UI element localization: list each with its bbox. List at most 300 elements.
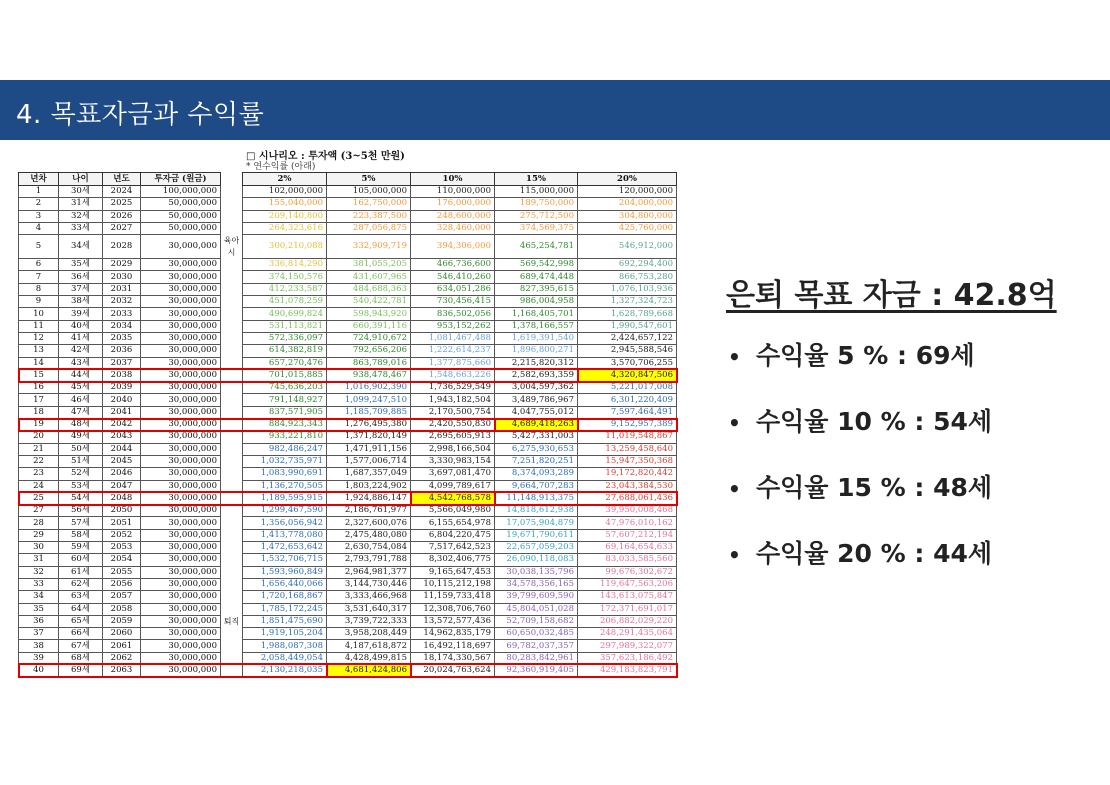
cell-value: 2,130,218,035 [243,664,327,676]
cell-year-num: 17 [19,394,59,406]
cell-value: 52,709,158,682 [495,615,578,627]
cell-value: 9,165,647,453 [411,566,495,578]
table-row [19,529,677,541]
cell-year: 2045 [103,455,141,467]
cell-value: 381,055,205 [327,259,411,271]
cell-value: 1,577,006,714 [327,455,411,467]
cell-year: 2059 [103,615,141,627]
cell-investment: 30,000,000 [141,628,221,640]
cell-year: 2055 [103,566,141,578]
cell-year: 2048 [103,492,141,504]
cell-year: 2057 [103,591,141,603]
cell-value: 172,371,691,017 [578,603,677,615]
cell-age: 42세 [59,345,103,357]
cell-investment: 30,000,000 [141,529,221,541]
cell-age: 49세 [59,431,103,443]
cell-value: 14,818,612,938 [495,505,578,517]
cell-year-num: 20 [19,431,59,443]
return-rate-list [728,336,1098,600]
cell-value: 465,254,781 [495,235,578,259]
cell-value: 17,075,904,879 [495,517,578,529]
cell-side-label [221,271,243,283]
table-row [19,628,677,640]
cell-value: 2,186,761,977 [327,505,411,517]
cell-value: 12,308,706,760 [411,603,495,615]
cell-value: 2,945,588,546 [578,345,677,357]
table-row [19,271,677,283]
table-row [19,320,677,332]
cell-value: 332,909,719 [327,235,411,259]
cell-value: 884,923,343 [243,419,327,431]
cell-investment: 30,000,000 [141,443,221,455]
cell-value: 3,144,730,446 [327,578,411,590]
table-row [19,554,677,566]
table-row [19,419,677,431]
cell-value: 836,502,056 [411,308,495,320]
cell-year: 2054 [103,554,141,566]
cell-age: 62세 [59,578,103,590]
cell-side-label [221,210,243,222]
cell-value: 1,803,224,902 [327,480,411,492]
cell-value: 1,032,735,971 [243,455,327,467]
cell-year-num: 25 [19,492,59,504]
cell-value: 336,814,290 [243,259,327,271]
cell-side-label [221,664,243,676]
cell-side-label [221,382,243,394]
col-header-investment: 투자금 (원금) [141,173,221,186]
cell-age: 57세 [59,517,103,529]
cell-value: 204,000,000 [578,198,677,210]
cell-value: 730,456,415 [411,296,495,308]
bullet-dot: • [728,543,741,567]
cell-value: 34,578,356,165 [495,578,578,590]
table-row [19,186,677,198]
cell-year-num: 29 [19,529,59,541]
cell-age: 50세 [59,443,103,455]
cell-value: 143,613,075,847 [578,591,677,603]
cell-value: 3,330,983,154 [411,455,495,467]
cell-value: 689,474,448 [495,271,578,283]
table-row [19,382,677,394]
cell-value: 745,636,203 [243,382,327,394]
cell-value: 866,753,280 [578,271,677,283]
cell-value: 1,083,990,691 [243,468,327,480]
cell-age: 52세 [59,468,103,480]
cell-value: 374,569,375 [495,222,578,234]
cell-value: 1,471,911,156 [327,443,411,455]
cell-year: 2063 [103,664,141,676]
cell-year-num: 6 [19,259,59,271]
cell-value: 2,695,605,913 [411,431,495,443]
cell-value: 2,420,550,830 [411,419,495,431]
cell-age: 32세 [59,210,103,222]
cell-age: 30세 [59,186,103,198]
cell-side-label [221,468,243,480]
cell-year: 2029 [103,259,141,271]
cell-side-label [221,640,243,652]
cell-year: 2062 [103,652,141,664]
cell-age: 31세 [59,198,103,210]
cell-year-num: 24 [19,480,59,492]
cell-year: 2047 [103,480,141,492]
table-row [19,431,677,443]
cell-value: 7,517,642,523 [411,542,495,554]
cell-investment: 30,000,000 [141,259,221,271]
cell-value: 1,377,875,660 [411,357,495,369]
cell-value: 837,571,905 [243,406,327,418]
cell-value: 1,687,357,049 [327,468,411,480]
cell-value: 57,607,212,194 [578,529,677,541]
cell-side-label [221,542,243,554]
cell-value: 466,736,600 [411,259,495,271]
cell-value: 1,356,056,942 [243,517,327,529]
cell-value: 484,688,363 [327,283,411,295]
cell-value: 80,283,842,961 [495,652,578,664]
cell-value: 6,155,654,978 [411,517,495,529]
scenario-note: * 연수익률 (아래) [246,162,316,172]
table-row [19,566,677,578]
cell-side-label [221,492,243,504]
col-header-2pct: 2% [243,173,327,186]
cell-age: 68세 [59,652,103,664]
cell-year: 2052 [103,529,141,541]
cell-value: 982,486,247 [243,443,327,455]
cell-year: 2026 [103,210,141,222]
cell-year-num: 14 [19,357,59,369]
cell-value: 1,276,495,380 [327,419,411,431]
cell-investment: 30,000,000 [141,235,221,259]
cell-value: 8,302,406,775 [411,554,495,566]
cell-year-num: 37 [19,628,59,640]
cell-age: 67세 [59,640,103,652]
cell-value: 1,943,182,504 [411,394,495,406]
cell-side-label: 퇴직 [223,616,240,626]
table-row [19,222,677,234]
cell-value: 546,410,260 [411,271,495,283]
cell-value: 614,382,819 [243,345,327,357]
cell-value: 6,301,220,409 [578,394,677,406]
cell-age: 47세 [59,406,103,418]
cell-investment: 30,000,000 [141,320,221,332]
table-row [19,615,677,627]
cell-value: 1,919,105,204 [243,628,327,640]
bullet-text: 수익율 10 % : 54세 [756,407,993,436]
cell-value: 425,760,000 [578,222,677,234]
cell-value: 39,950,008,468 [578,505,677,517]
cell-side-label [221,480,243,492]
cell-value: 60,650,032,485 [495,628,578,640]
cell-value: 1,990,547,601 [578,320,677,332]
cell-value: 572,336,097 [243,332,327,344]
cell-year-num: 30 [19,542,59,554]
cell-value: 429,183,823,791 [578,664,677,676]
cell-year: 2046 [103,468,141,480]
cell-side-label [221,652,243,664]
cell-value: 657,270,476 [243,357,327,369]
cell-value: 2,058,449,054 [243,652,327,664]
cell-side-label [221,554,243,566]
title-bar [0,80,1110,140]
cell-age: 53세 [59,480,103,492]
cell-year-num: 33 [19,578,59,590]
cell-value: 9,152,957,389 [578,419,677,431]
cell-investment: 30,000,000 [141,455,221,467]
bullet-dot: • [728,477,741,501]
cell-value: 1,532,706,715 [243,554,327,566]
table-row [19,235,677,259]
cell-value: 938,478,467 [327,369,411,381]
cell-value: 248,291,435,064 [578,628,677,640]
cell-value: 1,548,663,226 [411,369,495,381]
cell-value: 374,150,576 [243,271,327,283]
cell-side-label [221,431,243,443]
cell-value: 1,081,467,488 [411,332,495,344]
cell-investment: 30,000,000 [141,480,221,492]
scenario-heading: □ 시나리오 : 투자액 (3~5천 만원) [246,151,405,162]
cell-investment: 30,000,000 [141,468,221,480]
cell-investment: 50,000,000 [141,198,221,210]
cell-year: 2030 [103,271,141,283]
cell-value: 953,152,262 [411,320,495,332]
cell-value: 4,681,424,806 [327,664,411,676]
cell-year: 2036 [103,345,141,357]
cell-side-label [221,186,243,198]
cell-investment: 30,000,000 [141,640,221,652]
cell-value: 115,000,000 [495,186,578,198]
cell-year-num: 27 [19,505,59,517]
cell-investment: 30,000,000 [141,406,221,418]
cell-year: 2060 [103,628,141,640]
cell-year: 2061 [103,640,141,652]
cell-value: 3,489,786,967 [495,394,578,406]
cell-value: 792,656,206 [327,345,411,357]
cell-side-label [221,443,243,455]
cell-side-label [221,320,243,332]
bullet-text: 수익율 5 % : 69세 [756,341,975,370]
cell-value: 162,750,000 [327,198,411,210]
cell-value: 206,882,029,220 [578,615,677,627]
cell-age: 34세 [59,235,103,259]
table-row [19,259,677,271]
cell-investment: 30,000,000 [141,394,221,406]
cell-value: 692,294,400 [578,259,677,271]
cell-value: 1,378,166,557 [495,320,578,332]
cell-value: 1,924,886,147 [327,492,411,504]
cell-value: 1,785,172,245 [243,603,327,615]
cell-investment: 50,000,000 [141,210,221,222]
cell-age: 39세 [59,308,103,320]
cell-value: 1,988,087,308 [243,640,327,652]
cell-age: 43세 [59,357,103,369]
cell-investment: 30,000,000 [141,566,221,578]
cell-investment: 30,000,000 [141,603,221,615]
cell-investment: 30,000,000 [141,271,221,283]
cell-value: 22,657,059,203 [495,542,578,554]
cell-value: 1,222,614,237 [411,345,495,357]
cell-value: 45,804,051,028 [495,603,578,615]
table-row [19,394,677,406]
cell-year: 2042 [103,419,141,431]
cell-side-label [221,578,243,590]
table-row [19,198,677,210]
cell-age: 45세 [59,382,103,394]
cell-year-num: 3 [19,210,59,222]
projection-table [18,172,677,677]
cell-value: 10,115,212,198 [411,578,495,590]
retirement-goal-title: 은퇴 목표 자금 : 42.8억 [726,278,1057,313]
cell-age: 44세 [59,369,103,381]
cell-investment: 30,000,000 [141,283,221,295]
table-row [19,357,677,369]
cell-side-label [221,517,243,529]
cell-investment: 30,000,000 [141,591,221,603]
bullet-text: 수익율 20 % : 44세 [756,539,993,568]
cell-value: 209,140,800 [243,210,327,222]
cell-value: 120,000,000 [578,186,677,198]
projection-table-wrap [18,172,676,677]
cell-year: 2056 [103,578,141,590]
cell-year-num: 18 [19,406,59,418]
cell-age: 64세 [59,603,103,615]
cell-side-label [221,332,243,344]
cell-value: 2,327,600,076 [327,517,411,529]
cell-value: 1,136,270,505 [243,480,327,492]
cell-age: 33세 [59,222,103,234]
cell-year-num: 15 [19,369,59,381]
table-row [19,332,677,344]
cell-year: 2025 [103,198,141,210]
cell-year: 2040 [103,394,141,406]
cell-year: 2038 [103,369,141,381]
cell-value: 2,793,791,788 [327,554,411,566]
cell-investment: 30,000,000 [141,308,221,320]
cell-side-label: 육아시 [223,235,240,257]
cell-age: 63세 [59,591,103,603]
cell-investment: 30,000,000 [141,357,221,369]
cell-investment: 30,000,000 [141,382,221,394]
cell-year: 2051 [103,517,141,529]
cell-value: 189,750,000 [495,198,578,210]
cell-investment: 30,000,000 [141,492,221,504]
cell-year: 2033 [103,308,141,320]
cell-side-label [221,369,243,381]
cell-side-label [221,345,243,357]
col-header-year: 년도 [103,173,141,186]
cell-value: 11,019,548,867 [578,431,677,443]
cell-value: 176,000,000 [411,198,495,210]
cell-year-num: 10 [19,308,59,320]
cell-value: 1,371,820,149 [327,431,411,443]
cell-value: 7,597,464,491 [578,406,677,418]
cell-year-num: 21 [19,443,59,455]
cell-value: 1,593,960,849 [243,566,327,578]
table-row [19,640,677,652]
cell-value: 540,422,781 [327,296,411,308]
cell-age: 56세 [59,505,103,517]
cell-investment: 30,000,000 [141,431,221,443]
cell-year-num: 11 [19,320,59,332]
cell-year-num: 8 [19,283,59,295]
cell-side-label [221,222,243,234]
cell-value: 986,004,958 [495,296,578,308]
cell-age: 51세 [59,455,103,467]
cell-year-num: 16 [19,382,59,394]
cell-age: 65세 [59,615,103,627]
cell-age: 69세 [59,664,103,676]
cell-value: 105,000,000 [327,186,411,198]
cell-value: 1,720,168,867 [243,591,327,603]
bullet-dot: • [728,345,741,369]
table-row [19,505,677,517]
cell-value: 2,170,500,754 [411,406,495,418]
cell-value: 275,712,500 [495,210,578,222]
cell-year: 2037 [103,357,141,369]
cell-value: 3,570,706,255 [578,357,677,369]
cell-value: 4,099,789,617 [411,480,495,492]
cell-year-num: 13 [19,345,59,357]
cell-investment: 30,000,000 [141,419,221,431]
cell-year-num: 22 [19,455,59,467]
cell-side-label [221,198,243,210]
cell-value: 39,799,609,590 [495,591,578,603]
cell-value: 300,210,088 [243,235,327,259]
cell-age: 40세 [59,320,103,332]
table-row [19,652,677,664]
cell-value: 328,460,000 [411,222,495,234]
cell-value: 30,038,135,796 [495,566,578,578]
cell-value: 11,159,733,418 [411,591,495,603]
cell-value: 1,656,440,066 [243,578,327,590]
cell-value: 9,664,707,283 [495,480,578,492]
cell-value: 18,174,330,567 [411,652,495,664]
cell-year: 2041 [103,406,141,418]
table-row [19,578,677,590]
cell-side-label [221,406,243,418]
cell-value: 119,647,563,206 [578,578,677,590]
table-header-row [19,173,677,186]
cell-investment: 30,000,000 [141,554,221,566]
cell-age: 36세 [59,271,103,283]
cell-side-label [221,628,243,640]
table-row [19,345,677,357]
cell-value: 92,360,919,405 [495,664,578,676]
cell-year: 2058 [103,603,141,615]
cell-age: 60세 [59,554,103,566]
cell-value: 5,221,017,008 [578,382,677,394]
cell-value: 4,428,499,815 [327,652,411,664]
table-row [19,664,677,676]
cell-value: 546,912,000 [578,235,677,259]
cell-year-num: 7 [19,271,59,283]
cell-side-label [221,505,243,517]
table-row [19,455,677,467]
cell-value: 724,910,672 [327,332,411,344]
list-item [728,534,1098,600]
cell-year: 2050 [103,505,141,517]
cell-value: 4,542,768,578 [411,492,495,504]
cell-side-label [221,259,243,271]
cell-side-label [221,296,243,308]
cell-value: 6,804,220,475 [411,529,495,541]
cell-value: 14,962,835,179 [411,628,495,640]
cell-value: 3,958,208,449 [327,628,411,640]
cell-side-label [221,419,243,431]
col-header-15pct: 15% [495,173,578,186]
cell-value: 2,582,693,359 [495,369,578,381]
cell-investment: 30,000,000 [141,332,221,344]
cell-value: 1,736,529,549 [411,382,495,394]
cell-value: 47,976,010,162 [578,517,677,529]
